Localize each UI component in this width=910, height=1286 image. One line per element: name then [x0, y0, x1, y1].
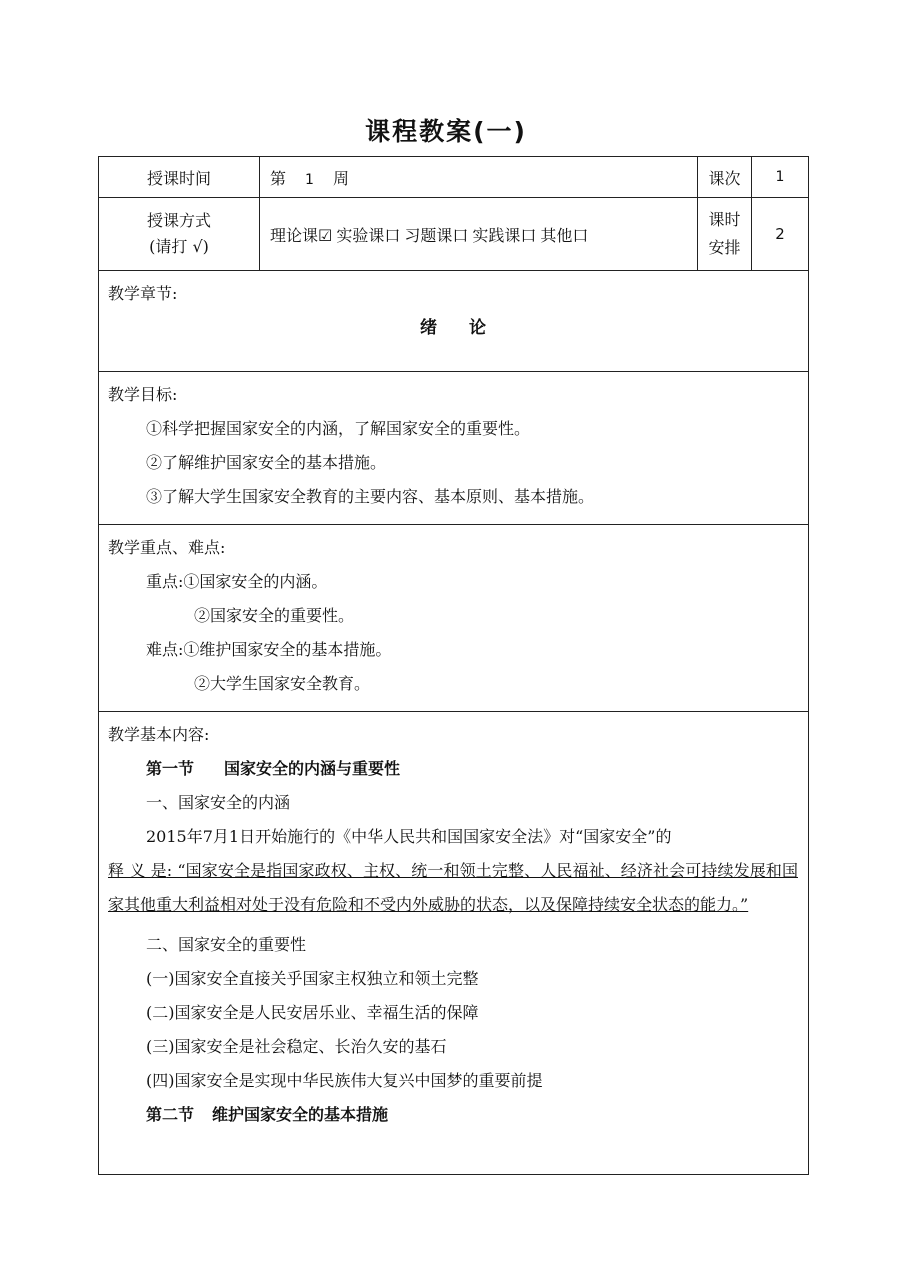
week-suffix: 周 — [332, 168, 350, 188]
hard-item: ②大学生国家安全教育。 — [194, 674, 371, 693]
importance-item: (二)国家安全是人民安居乐业、幸福生活的保障 — [146, 1003, 479, 1022]
hours-value: 2 — [752, 198, 809, 271]
key-points-cell — [99, 525, 809, 712]
teaching-mode-label — [99, 198, 260, 271]
hard-prefix: 难点: — [146, 640, 184, 659]
definition-quote — [108, 854, 798, 922]
session-label: 课次 — [698, 157, 752, 198]
option-practice[interactable]: 实践课口 — [472, 225, 537, 245]
importance-item: (三)国家安全是社会稳定、长治久安的基石 — [146, 1037, 447, 1056]
key-point-line — [108, 565, 798, 599]
definition-text: : “国家安全是指国家政权、主权、统一和领土完整、人民福祉、经济社会可持续发展和国家其他重大利益相对处于没有危险和不受内外威胁的状态，以及保障持续安全状态的能力。” — [108, 861, 798, 914]
section1-number: 第一节 — [146, 759, 195, 778]
option-lab[interactable]: 实验课口 — [336, 225, 401, 245]
hours-label-line2: 安排 — [708, 238, 741, 257]
row-key-points — [99, 525, 809, 712]
chapter-label: 教学章节: — [108, 284, 178, 303]
key-prefix: 重点: — [146, 572, 184, 591]
definition-prefix: 释 义 是 — [108, 861, 167, 880]
document-title: 课程教案(一) — [365, 117, 527, 146]
subheading-2: 二、国家安全的重要性 — [146, 935, 307, 954]
objective-item: ③了解大学生国家安全教育的主要内容、基本原则、基本措施。 — [146, 487, 595, 506]
objective-item: ②了解维护国家安全的基本措施。 — [146, 453, 387, 472]
section2-heading — [108, 1098, 798, 1132]
importance-item: (四)国家安全是实现中华民族伟大复兴中国梦的重要前提 — [146, 1071, 543, 1090]
key-points-label: 教学重点、难点: — [108, 538, 226, 557]
hours-label-line1: 课时 — [708, 210, 741, 229]
row-content — [99, 712, 809, 1175]
row-teaching-mode — [99, 198, 809, 271]
content-paragraph: 2015年7月1日开始施行的《中华人民共和国国家安全法》对“国家安全”的 — [146, 827, 672, 846]
week-prefix: 第 — [270, 168, 288, 188]
section2-number: 第二节 — [146, 1105, 195, 1124]
row-chapter — [99, 271, 809, 372]
objective-item: ①科学把握国家安全的内涵，了解国家安全的重要性。 — [146, 419, 531, 438]
session-value: 1 — [752, 157, 809, 198]
lesson-plan-table — [98, 156, 809, 1175]
teaching-week — [260, 157, 698, 198]
option-exercise[interactable]: 习题课口 — [404, 225, 469, 245]
content-label: 教学基本内容: — [108, 725, 210, 744]
objectives-cell — [99, 372, 809, 525]
key-item: ①国家安全的内涵。 — [183, 572, 328, 591]
teaching-mode-label-line1: 授课方式 — [146, 211, 211, 230]
option-theory[interactable]: 理论课☑ — [270, 225, 333, 245]
hours-label — [698, 198, 752, 271]
hard-item: ①维护国家安全的基本措施。 — [183, 640, 392, 659]
chapter-title: 绪论 — [420, 318, 518, 338]
objectives-label: 教学目标: — [108, 385, 178, 404]
option-other[interactable]: 其他口 — [540, 225, 589, 245]
key-item: ②国家安全的重要性。 — [194, 606, 355, 625]
teaching-mode-options — [260, 198, 698, 271]
hard-point-line — [108, 633, 798, 667]
row-objectives — [99, 372, 809, 525]
teaching-mode-label-line2: (请打 √) — [149, 237, 209, 256]
chapter-cell — [99, 271, 809, 372]
importance-item: (一)国家安全直接关乎国家主权独立和领土完整 — [146, 969, 479, 988]
subheading-1: 一、国家安全的内涵 — [146, 793, 291, 812]
section1-heading — [108, 752, 798, 786]
teaching-time-label: 授课时间 — [99, 157, 260, 198]
content-cell — [99, 712, 809, 1175]
week-number: 1 — [305, 171, 315, 188]
section2-title: 维护国家安全的基本措施 — [212, 1105, 389, 1124]
row-teaching-time — [99, 157, 809, 198]
section1-title: 国家安全的内涵与重要性 — [224, 759, 401, 778]
